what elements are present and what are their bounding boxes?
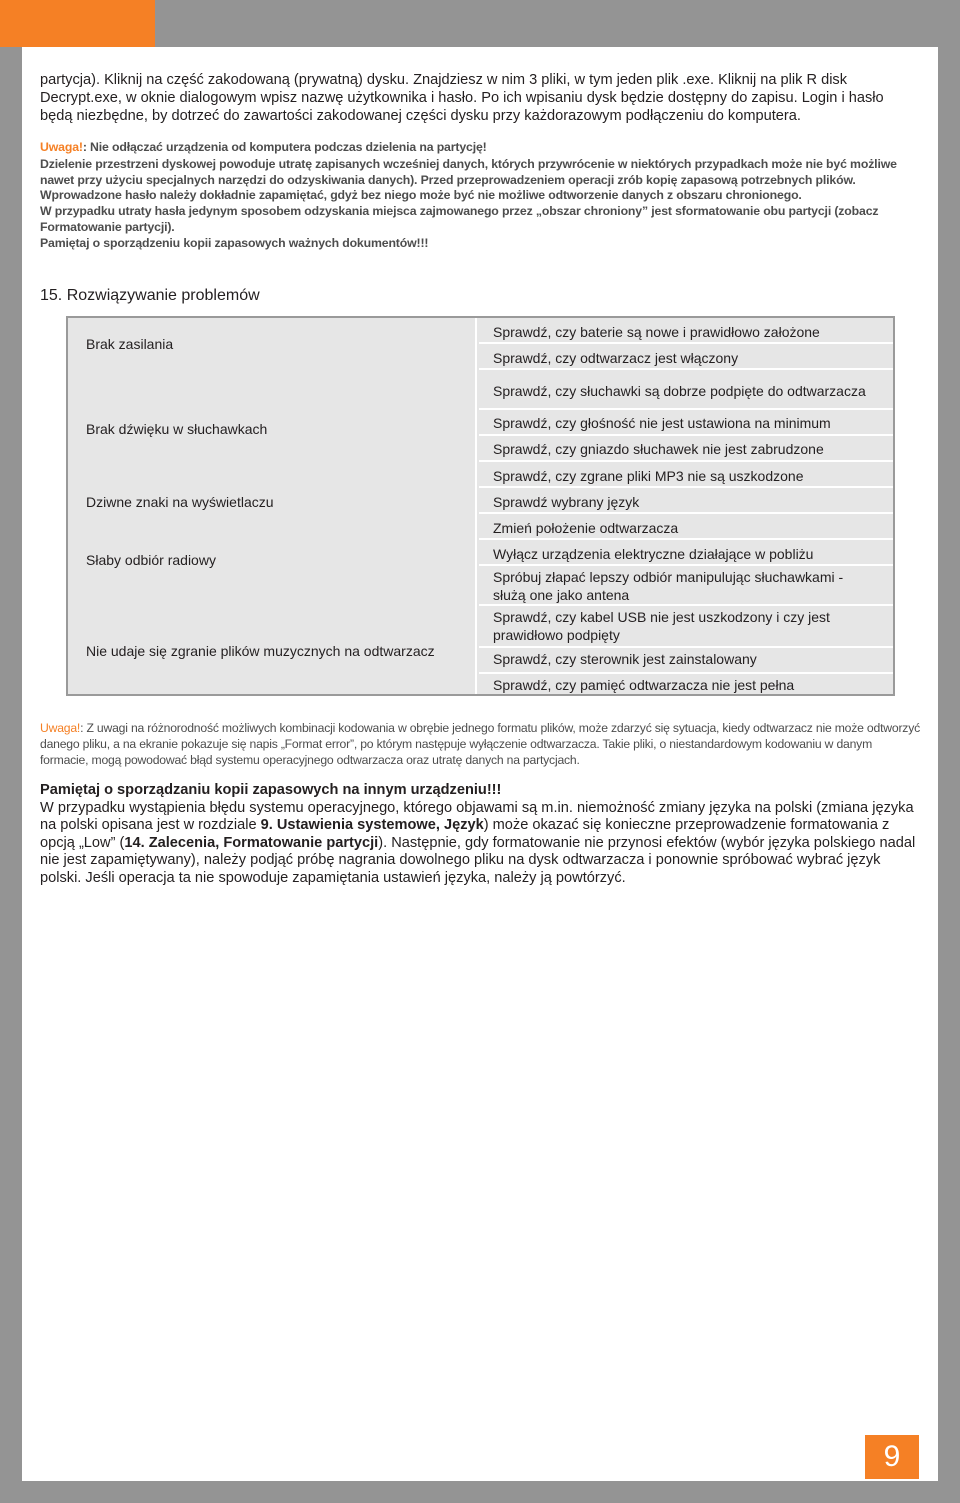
closing-ref-formatting: 14. Zalecenia, Formatowanie partycji (124, 834, 379, 851)
row-separator (479, 512, 893, 514)
warning-para2: Wprowadzone hasło należy dokładnie zapamiętać, gdyż bez niego może być nie możliwe odtworzenie danych z obszaru chronionego. (40, 188, 802, 203)
orange-header-accent (0, 0, 155, 47)
row-separator (479, 342, 893, 344)
solution-item: Sprawdź, czy zgrane pliki MP3 nie są uszkodzone (493, 468, 804, 484)
solution-item: Sprawdź, czy baterie są nowe i prawidłowo założone (493, 324, 820, 340)
closing-text-b: ) może okazać się konieczne przeprowadzenie formatowania z opcją „Low” ( (40, 817, 890, 851)
row-separator (479, 486, 893, 488)
page-frame-bottom (0, 1481, 960, 1503)
warning-label: Uwaga! (40, 140, 83, 154)
problem-file-transfer: Nie udaje się zgranie plików muzycznych na odtwarzacz (86, 643, 435, 659)
solution-item: Sprawdź, czy sterownik jest zainstalowany (493, 651, 757, 667)
warning-para4: Pamiętaj o sporządzeniu kopii zapasowych ważnych dokumentów!!! (40, 235, 429, 250)
warning-para1: Dzielenie przestrzeni dyskowej powoduje utratę zapisanych wcześniej danych, których przywrócenie w niektórych przypadkach może nie być możliwe nawet przy użyciu specjalnych narzędzi do odzyskiwania danych). Przed przeprowadzeniem operacji zrób kopię zapasową potrzebnych plików. (40, 156, 897, 187)
page-number: 9 (865, 1435, 919, 1479)
row-separator (479, 604, 893, 606)
partition-warning (40, 140, 920, 252)
solution-item: Sprawdź, czy słuchawki są dobrze podpięte do odtwarzacza (493, 383, 866, 399)
solution-item: Sprawdź, czy głośność nie jest ustawiona na minimum (493, 415, 831, 431)
solution-item: Sprawdź, czy gniazdo słuchawek nie jest zabrudzone (493, 441, 824, 457)
row-separator (479, 538, 893, 540)
page-frame-left (0, 0, 22, 1503)
problem-weak-radio: Słaby odbiór radiowy (86, 552, 216, 568)
closing-ref-language: 9. Ustawienia systemowe, Język (260, 817, 484, 833)
row-separator (479, 564, 893, 566)
troubleshooting-table (66, 316, 895, 696)
page-frame-right (938, 0, 960, 1503)
note-text: : Z uwagi na różnorodność możliwych kombinacji kodowania w obrębie jednego formatu plików, może zdarzyć się sytuacja, kiedy odtwarzacz nie może odtworzyć danego pliku, a na ekranie pokazuje się napis „Format error”, po którym następuje wyłączenie odtwarzacza. Takie pliki, o niestandardowym kodowaniu w danym formacie, mogą powodować błąd systemu operacyjnego odtwarzacza oraz utratę danych na partycjach. (40, 721, 920, 767)
row-separator (479, 672, 893, 674)
warning-line1: : Nie odłączać urządzenia od komputera podczas dzielenia na partycję! (82, 140, 487, 154)
problem-strange-characters: Dziwne znaki na wyświetlaczu (86, 494, 274, 510)
solution-item: Sprawdź wybrany język (493, 494, 640, 510)
solution-item: Sprawdź, czy pamięć odtwarzacza nie jest pełna (493, 677, 795, 693)
solution-item: Sprawdź, czy kabel USB nie jest uszkodzony i czy jest prawidłowo podpięty (493, 609, 830, 643)
row-separator (479, 368, 893, 370)
row-separator (479, 460, 893, 462)
row-separator (479, 434, 893, 436)
section-title: 15. Rozwiązywanie problemów (40, 287, 260, 304)
closing-text-a: W przypadku wystąpienia błędu systemu operacyjnego, którego objawami są m.in. niemożność zmiany języka na polski (zmiana języka na polski opisana jest w rozdziale (40, 799, 914, 833)
intro-paragraph: partycja). Kliknij na część zakodowaną (prywatną) dysku. Znajdziesz w nim 3 pliki, w tym jeden plik .exe. Kliknij na plik R disk Decrypt.exe, w oknie dialogowym wpisz nazwę użytkownika i hasło. Po ich wpisaniu dysk będzie dostępny do zapisu. Login i hasło będą niezbędne, by dotrzeć do zawartości zakodowanej części dysku przy każdorazowym podłączeniu do komputera. (40, 72, 884, 124)
solution-item: Spróbuj złapać lepszy odbiór manipulując słuchawkami - służą one jako antena (493, 569, 844, 603)
solution-item: Wyłącz urządzenia elektryczne działające w pobliżu (493, 546, 814, 562)
closing-text-c: ). Następnie, gdy formatowanie nie przynosi efektów (wybór języka polskiego nadal nie jest zapamiętywany), należy podjąć próbę nagrania dowolnego pliku na dysk odtwarzacza i ponownie spróbować wybrać język polski. Jeśli operacja ta nie spowoduje zapamiętania ustawień języka, należy ją powtórzyć. (40, 834, 916, 886)
problem-no-sound: Brak dźwięku w słuchawkach (86, 421, 268, 437)
row-separator (479, 408, 893, 410)
solution-item: Sprawdź, czy odtwarzacz jest włączony (493, 350, 739, 366)
note-label: Uwaga! (40, 721, 81, 735)
table-column-divider (475, 318, 477, 694)
closing-heading: Pamiętaj o sporządzaniu kopii zapasowych na innym urządzeniu!!! (40, 782, 502, 798)
closing-section (40, 782, 920, 887)
format-note (40, 720, 920, 768)
row-separator (479, 646, 893, 648)
warning-para3: W przypadku utraty hasła jedynym sposobem odzyskania miejsca zajmowanego przez „obszar chroniony” jest sformatowanie obu partycji (zobacz Formatowanie partycji). (40, 204, 879, 234)
problem-no-power: Brak zasilania (86, 336, 174, 352)
solution-item: Zmień położenie odtwarzacza (493, 520, 679, 536)
